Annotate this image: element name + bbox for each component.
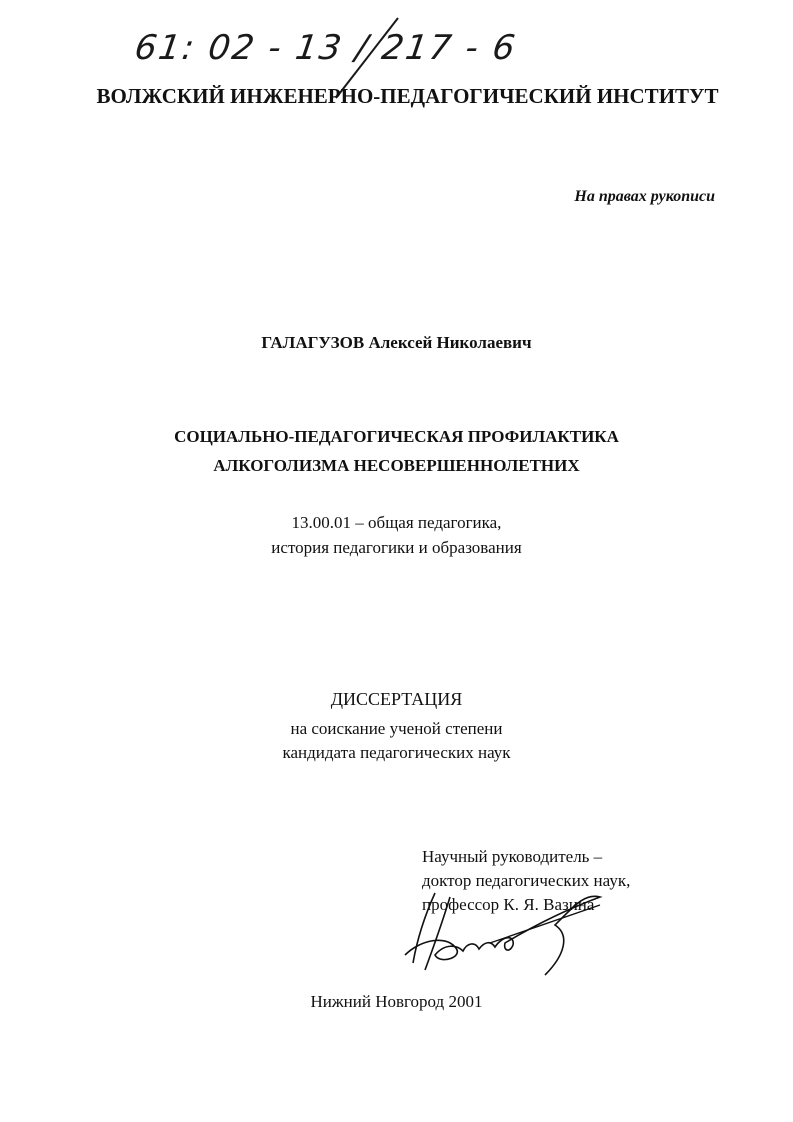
advisor-line: Научный руководитель – xyxy=(422,847,603,866)
dissertation-title-line: СОЦИАЛЬНО-ПЕДАГОГИЧЕСКАЯ ПРОФИЛАКТИКА xyxy=(174,427,619,446)
handwritten-slash-mark xyxy=(0,0,793,130)
specialty-line: 13.00.01 – общая педагогика, xyxy=(291,513,502,532)
work-type: ДИССЕРТАЦИЯ xyxy=(330,689,463,709)
author-name xyxy=(0,333,793,353)
author-given-name: Алексей Николаевич xyxy=(368,333,532,352)
degree-line: кандидата педагогических наук xyxy=(282,743,511,762)
city-year: Нижний Новгород 2001 xyxy=(310,992,483,1011)
handwritten-catalog-number: 61: 02 - 13 / 217 - 6 xyxy=(132,28,520,68)
advisor-line: профессор К. Я. Вазина xyxy=(422,895,595,914)
advisor-signature xyxy=(395,885,615,980)
degree-line: на соискание ученой степени xyxy=(290,719,503,738)
advisor-line: доктор педагогических наук, xyxy=(422,871,631,890)
author-surname: ГАЛАГУЗОВ xyxy=(261,333,365,352)
dissertation-title-line: АЛКОГОЛИЗМА НЕСОВЕРШЕННОЛЕТНИХ xyxy=(213,456,580,475)
institute-name: ВОЛЖСКИЙ ИНЖЕНЕРНО-ПЕДАГОГИЧЕСКИЙ ИНСТИТУТ xyxy=(96,84,719,108)
rights-note: На правах рукописи xyxy=(574,188,715,205)
specialty-line: история педагогики и образования xyxy=(271,538,522,557)
